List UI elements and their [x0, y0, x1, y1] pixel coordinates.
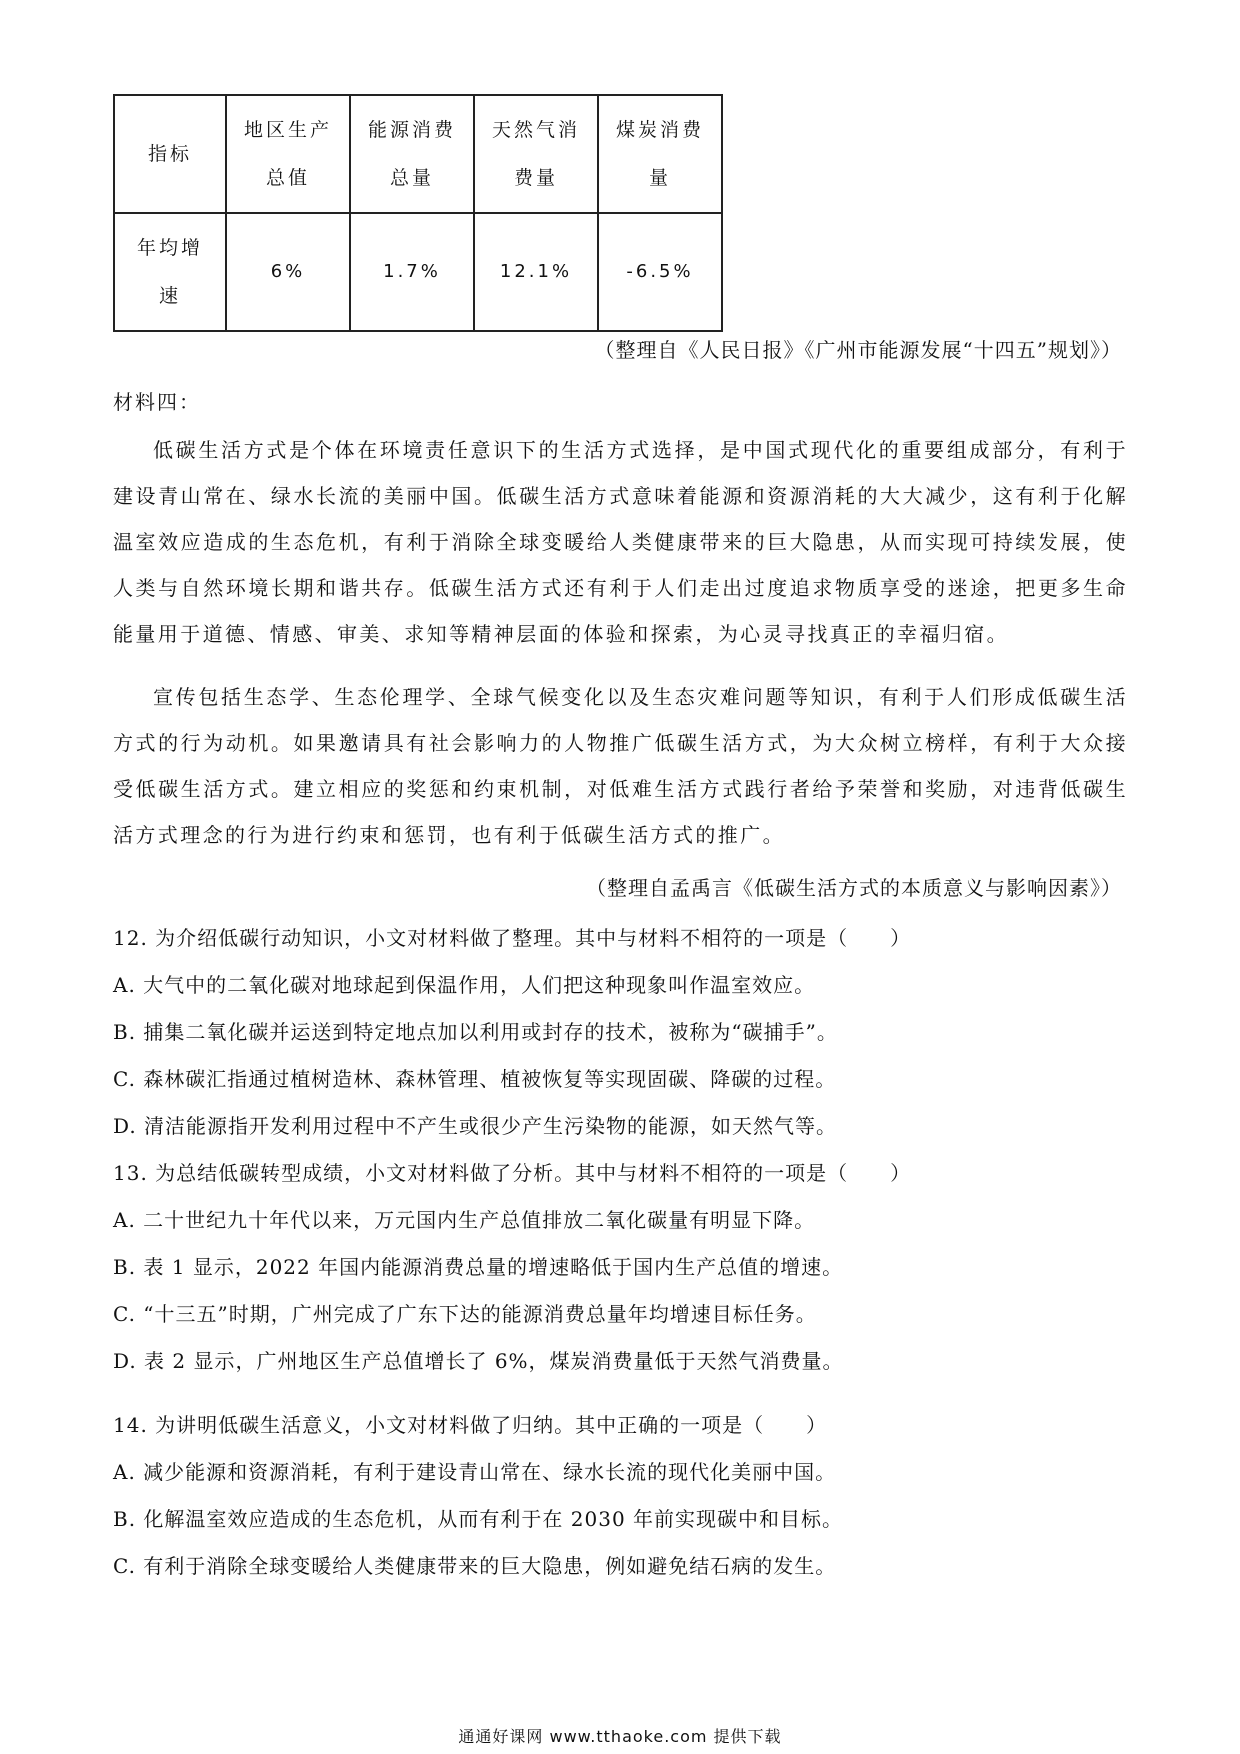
question-13-option-c: C. “十三五”时期，广州完成了广东下达的能源消费总量年均增速目标任务。	[113, 1302, 817, 1326]
growth-table	[113, 94, 723, 332]
material-four-heading: 材料四：	[113, 390, 201, 414]
header-indicator: 指标	[114, 95, 226, 213]
question-12-option-b: B. 捕集二氧化碳并运送到特定地点加以利用或封存的技术，被称为“碳捕手”。	[113, 1020, 838, 1044]
value-gdp: 6%	[226, 213, 350, 331]
material-four-paragraph-2: 宣传包括生态学、生态伦理学、全球气候变化以及生态灾难问题等知识，有利于人们形成低碳生活方式的行为动机。如果邀请具有社会影响力的人物推广低碳生活方式，为大众树立榜样，有利于大众接受低碳生活方式。建立相应的奖惩和约束机制，对低难生活方式践行者给予荣誉和奖励，对违背低碳生活方式理念的行为进行约束和惩罚，也有利于低碳生活方式的推广。	[113, 685, 1128, 847]
question-12-option-a: A. 大气中的二氧化碳对地球起到保温作用，人们把这种现象叫作温室效应。	[113, 973, 816, 997]
question-12-stem: 12. 为介绍低碳行动知识，小文对材料做了整理。其中与材料不相符的一项是（ ）	[113, 926, 912, 950]
header-gas: 天然气消 费量	[474, 95, 598, 213]
question-14-option-b: B. 化解温室效应造成的生态危机，从而有利于在 2030 年前实现碳中和目标。	[113, 1507, 844, 1531]
source-citation-2: （整理自孟禹言《低碳生活方式的本质意义与影响因素》）	[586, 876, 1122, 900]
value-coal: -6.5%	[598, 213, 722, 331]
question-14-stem: 14. 为讲明低碳生活意义，小文对材料做了归纳。其中正确的一项是（ ）	[113, 1413, 828, 1437]
material-four-paragraph-1: 低碳生活方式是个体在环境责任意识下的生活方式选择，是中国式现代化的重要组成部分，有利于建设青山常在、绿水长流的美丽中国。低碳生活方式意味着能源和资源消耗的大大减少，这有利于化解温室效应造成的生态危机，有利于消除全球变暖给人类健康带来的巨大隐患，从而实现可持续发展，使人类与自然环境长期和谐共存。低碳生活方式还有利于人们走出过度追求物质享受的迷途，把更多生命能量用于道德、情感、审美、求知等精神层面的体验和探索，为心灵寻找真正的幸福归宿。	[113, 438, 1128, 646]
question-14-option-c: C. 有利于消除全球变暖给人类健康带来的巨大隐患，例如避免结石病的发生。	[113, 1554, 837, 1578]
question-13-stem: 13. 为总结低碳转型成绩，小文对材料做了分析。其中与材料不相符的一项是（ ）	[113, 1161, 912, 1185]
question-12-option-c: C. 森林碳汇指通过植树造林、森林管理、植被恢复等实现固碳、降碳的过程。	[113, 1067, 837, 1091]
value-energy-total: 1.7%	[350, 213, 474, 331]
footer-watermark: 通通好课网 www.tthaoke.com 提供下载	[458, 1727, 782, 1746]
header-energy-total: 能源消费 总量	[350, 95, 474, 213]
question-13-option-a: A. 二十世纪九十年代以来，万元国内生产总值排放二氧化碳量有明显下降。	[113, 1208, 816, 1232]
row-label-annual-growth: 年均增 速	[114, 213, 226, 331]
question-13-option-d: D. 表 2 显示，广州地区生产总值增长了 6%，煤炭消费量低于天然气消费量。	[113, 1349, 844, 1373]
table-header-row	[114, 95, 722, 213]
question-14-option-a: A. 减少能源和资源消耗，有利于建设青山常在、绿水长流的现代化美丽中国。	[113, 1460, 837, 1484]
question-13-option-b: B. 表 1 显示，2022 年国内能源消费总量的增速略低于国内生产总值的增速。	[113, 1255, 844, 1279]
value-gas: 12.1%	[474, 213, 598, 331]
question-12-option-d: D. 清洁能源指开发利用过程中不产生或很少产生污染物的能源，如天然气等。	[113, 1114, 838, 1138]
source-citation-1: （整理自《人民日报》《广州市能源发展“十四五”规划》）	[594, 338, 1122, 362]
header-coal: 煤炭消费 量	[598, 95, 722, 213]
header-gdp: 地区生产 总值	[226, 95, 350, 213]
table-row	[114, 213, 722, 331]
